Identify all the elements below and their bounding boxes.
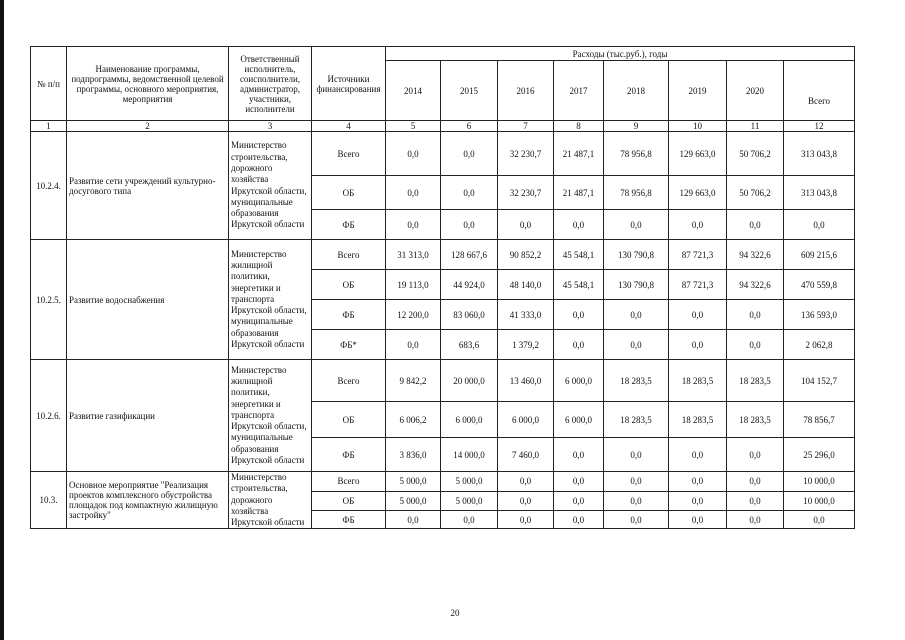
year-value: 0,0 <box>554 300 604 330</box>
year-value: 0,0 <box>498 472 554 492</box>
header-total: Всего <box>784 61 855 121</box>
year-value: 20 000,0 <box>441 360 498 402</box>
year-value: 0,0 <box>498 511 554 529</box>
item-name: Развитие газификации <box>67 360 229 472</box>
year-value: 87 721,3 <box>669 270 727 300</box>
year-value: 0,0 <box>441 511 498 529</box>
item-responsible: Министерство строительства, дорожного хозяйства Иркутской области, муниципальные образования Иркутской области <box>229 132 312 240</box>
year-value: 21 487,1 <box>554 176 604 210</box>
year-value: 0,0 <box>669 330 727 360</box>
header-year: 2017 <box>554 61 604 121</box>
funding-source: ФБ <box>312 300 386 330</box>
year-value: 128 667,6 <box>441 240 498 270</box>
year-value: 87 721,3 <box>669 240 727 270</box>
year-value: 0,0 <box>727 511 784 529</box>
funding-source: ФБ <box>312 438 386 472</box>
row-total: 313 043,8 <box>784 132 855 176</box>
row-total: 10 000,0 <box>784 472 855 492</box>
column-number: 3 <box>229 121 312 132</box>
year-value: 18 283,5 <box>727 360 784 402</box>
year-value: 0,0 <box>554 472 604 492</box>
column-number: 8 <box>554 121 604 132</box>
year-value: 130 790,8 <box>604 240 669 270</box>
column-number: 10 <box>669 121 727 132</box>
funding-source: ОБ <box>312 176 386 210</box>
year-value: 0,0 <box>441 132 498 176</box>
year-value: 90 852,2 <box>498 240 554 270</box>
year-value: 0,0 <box>386 330 441 360</box>
row-total: 25 296,0 <box>784 438 855 472</box>
year-value: 3 836,0 <box>386 438 441 472</box>
item-number: 10.2.5. <box>31 240 67 360</box>
year-value: 83 060,0 <box>441 300 498 330</box>
row-total: 136 593,0 <box>784 300 855 330</box>
scan-left-edge <box>0 0 4 640</box>
year-value: 18 283,5 <box>669 402 727 438</box>
year-value: 0,0 <box>669 300 727 330</box>
year-value: 0,0 <box>727 330 784 360</box>
year-value: 31 313,0 <box>386 240 441 270</box>
row-total: 0,0 <box>784 511 855 529</box>
year-value: 48 140,0 <box>498 270 554 300</box>
year-value: 5 000,0 <box>386 491 441 511</box>
year-value: 0,0 <box>554 438 604 472</box>
item-responsible: Министерство строительства, дорожного хозяйства Иркутской области <box>229 472 312 529</box>
year-value: 18 283,5 <box>604 402 669 438</box>
year-value: 50 706,2 <box>727 176 784 210</box>
table-row <box>31 360 855 402</box>
year-value: 0,0 <box>554 511 604 529</box>
row-total: 78 856,7 <box>784 402 855 438</box>
year-value: 94 322,6 <box>727 270 784 300</box>
year-value: 5 000,0 <box>386 472 441 492</box>
year-value: 5 000,0 <box>441 472 498 492</box>
item-number: 10.2.4. <box>31 132 67 240</box>
row-total: 2 062,8 <box>784 330 855 360</box>
year-value: 0,0 <box>669 511 727 529</box>
year-value: 18 283,5 <box>669 360 727 402</box>
year-value: 0,0 <box>604 210 669 240</box>
year-value: 32 230,7 <box>498 176 554 210</box>
year-value: 0,0 <box>386 511 441 529</box>
funding-source: ФБ <box>312 210 386 240</box>
year-value: 0,0 <box>441 210 498 240</box>
column-number: 6 <box>441 121 498 132</box>
year-value: 0,0 <box>669 472 727 492</box>
header-year: 2018 <box>604 61 669 121</box>
year-value: 78 956,8 <box>604 132 669 176</box>
year-value: 6 000,0 <box>441 402 498 438</box>
column-number: 5 <box>386 121 441 132</box>
year-value: 0,0 <box>604 300 669 330</box>
year-value: 41 333,0 <box>498 300 554 330</box>
year-value: 6 000,0 <box>498 402 554 438</box>
funding-source: ОБ <box>312 402 386 438</box>
row-total: 470 559,8 <box>784 270 855 300</box>
column-number: 7 <box>498 121 554 132</box>
funding-source: ОБ <box>312 491 386 511</box>
year-value: 21 487,1 <box>554 132 604 176</box>
header-sources: Источники финансирования <box>312 47 386 121</box>
header-year: 2019 <box>669 61 727 121</box>
year-value: 44 924,0 <box>441 270 498 300</box>
year-value: 129 663,0 <box>669 132 727 176</box>
year-value: 18 283,5 <box>604 360 669 402</box>
item-number: 10.2.6. <box>31 360 67 472</box>
year-value: 0,0 <box>604 472 669 492</box>
header-num: № п/п <box>31 47 67 121</box>
column-number: 12 <box>784 121 855 132</box>
row-total: 609 215,6 <box>784 240 855 270</box>
funding-source: ФБ <box>312 511 386 529</box>
year-value: 19 113,0 <box>386 270 441 300</box>
header-year: 2014 <box>386 61 441 121</box>
year-value: 0,0 <box>604 511 669 529</box>
year-value: 50 706,2 <box>727 132 784 176</box>
year-value: 0,0 <box>554 491 604 511</box>
funding-source: ОБ <box>312 270 386 300</box>
year-value: 0,0 <box>727 300 784 330</box>
funding-source: Всего <box>312 240 386 270</box>
year-value: 0,0 <box>554 330 604 360</box>
year-value: 0,0 <box>669 438 727 472</box>
item-name: Развитие сети учреждений культурно-досугового типа <box>67 132 229 240</box>
year-value: 130 790,8 <box>604 270 669 300</box>
year-value: 683,6 <box>441 330 498 360</box>
page-number: 20 <box>450 608 460 618</box>
year-value: 5 000,0 <box>441 491 498 511</box>
funding-source: ФБ* <box>312 330 386 360</box>
year-value: 0,0 <box>727 438 784 472</box>
budget-table <box>30 46 855 529</box>
row-total: 313 043,8 <box>784 176 855 210</box>
year-value: 0,0 <box>727 472 784 492</box>
year-value: 0,0 <box>604 330 669 360</box>
column-number: 1 <box>31 121 67 132</box>
year-value: 9 842,2 <box>386 360 441 402</box>
item-responsible: Министерство жилищной политики, энергетики и транспорта Иркутской области, муниципальные образования Иркутской области <box>229 240 312 360</box>
header-year: 2015 <box>441 61 498 121</box>
item-name: Развитие водоснабжения <box>67 240 229 360</box>
row-total: 104 152,7 <box>784 360 855 402</box>
year-value: 0,0 <box>604 491 669 511</box>
column-number: 9 <box>604 121 669 132</box>
year-value: 0,0 <box>727 491 784 511</box>
table-body <box>31 132 855 529</box>
year-value: 6 006,2 <box>386 402 441 438</box>
year-value: 0,0 <box>386 176 441 210</box>
funding-source: Всего <box>312 132 386 176</box>
table-row <box>31 240 855 270</box>
header-responsible: Ответственный исполнитель, соисполнители, администратор, участники, исполнители <box>229 47 312 121</box>
header-year: 2020 <box>727 61 784 121</box>
funding-source: Всего <box>312 472 386 492</box>
year-value: 12 200,0 <box>386 300 441 330</box>
year-value: 0,0 <box>554 210 604 240</box>
header-expenses: Расходы (тыс.руб.), годы <box>386 47 855 61</box>
year-value: 6 000,0 <box>554 360 604 402</box>
year-value: 129 663,0 <box>669 176 727 210</box>
column-number: 2 <box>67 121 229 132</box>
item-number: 10.3. <box>31 472 67 529</box>
year-value: 0,0 <box>498 210 554 240</box>
column-number: 4 <box>312 121 386 132</box>
table-row <box>31 132 855 176</box>
year-value: 45 548,1 <box>554 240 604 270</box>
year-value: 18 283,5 <box>727 402 784 438</box>
column-number: 11 <box>727 121 784 132</box>
year-value: 0,0 <box>498 491 554 511</box>
row-total: 10 000,0 <box>784 491 855 511</box>
item-name: Основное мероприятие "Реализация проектов комплексного обустройства площадок под компактную жилищную застройку" <box>67 472 229 529</box>
year-value: 6 000,0 <box>554 402 604 438</box>
year-value: 94 322,6 <box>727 240 784 270</box>
year-value: 32 230,7 <box>498 132 554 176</box>
row-total: 0,0 <box>784 210 855 240</box>
year-value: 0,0 <box>604 438 669 472</box>
column-number-row <box>31 121 855 132</box>
funding-source: Всего <box>312 360 386 402</box>
year-value: 0,0 <box>386 132 441 176</box>
year-value: 0,0 <box>386 210 441 240</box>
year-value: 14 000,0 <box>441 438 498 472</box>
header-year: 2016 <box>498 61 554 121</box>
table-row <box>31 472 855 492</box>
year-value: 78 956,8 <box>604 176 669 210</box>
year-value: 0,0 <box>669 210 727 240</box>
year-value: 13 460,0 <box>498 360 554 402</box>
year-value: 0,0 <box>727 210 784 240</box>
header-name: Наименование программы, подпрограммы, ведомственной целевой программы, основного мероприятия, мероприятия <box>67 47 229 121</box>
year-value: 7 460,0 <box>498 438 554 472</box>
item-responsible: Министерство жилищной политики, энергетики и транспорта Иркутской области, муниципальные образования Иркутской области <box>229 360 312 472</box>
year-value: 0,0 <box>441 176 498 210</box>
year-value: 1 379,2 <box>498 330 554 360</box>
year-value: 0,0 <box>669 491 727 511</box>
year-value: 45 548,1 <box>554 270 604 300</box>
